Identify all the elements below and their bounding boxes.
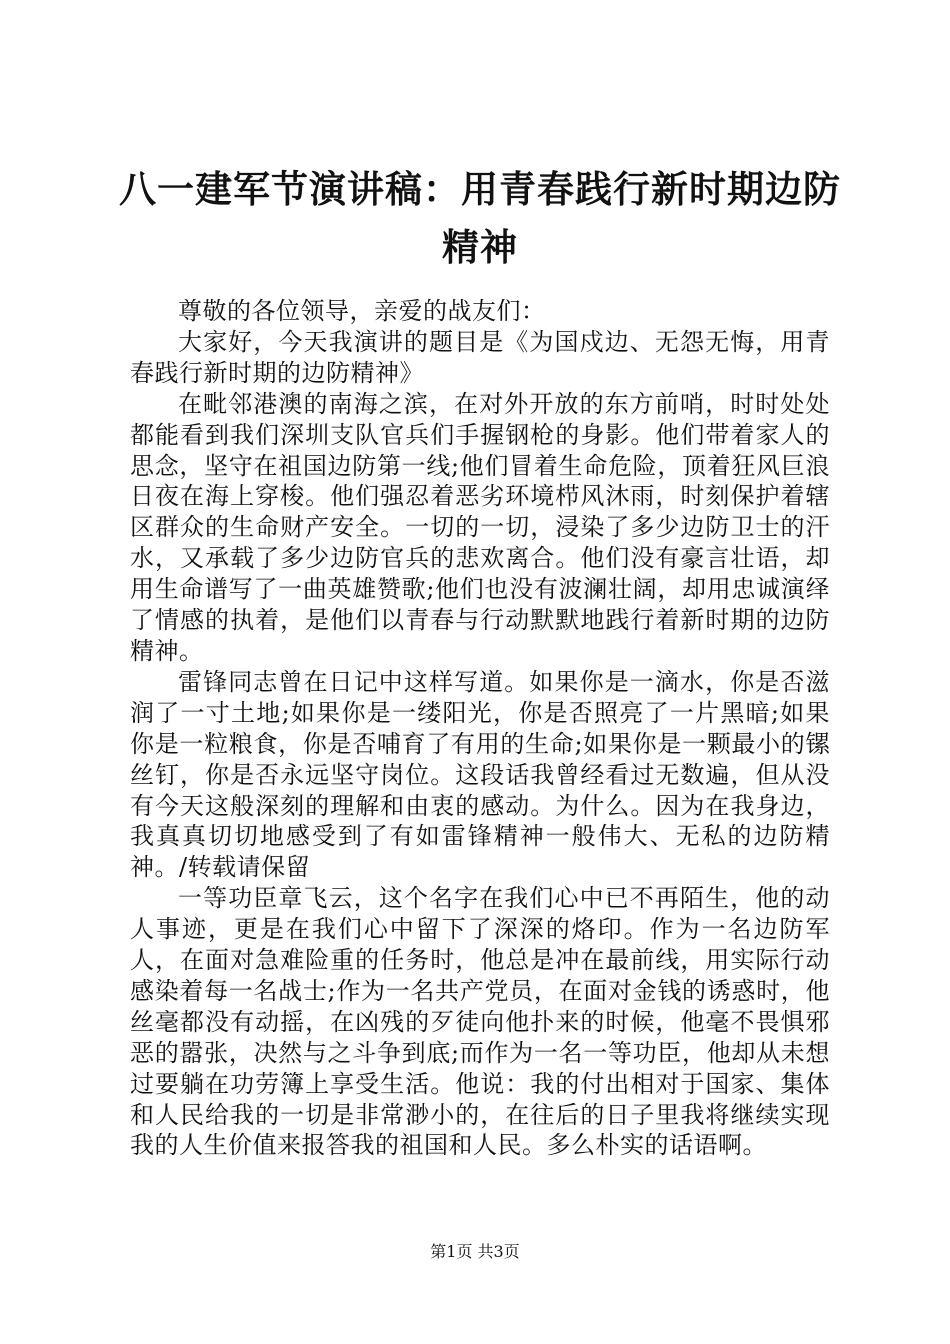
paragraph-frontier-guards: 在毗邻港澳的南海之滨，在对外开放的东方前哨，时时处处都能看到我们深圳支队官兵们手握钢枪的身影。他们带着家人的思念，坚守在祖国边防第一线;他们冒着生命危险，顶着狂风巨浪日夜在海上穿梭。他们强忍着恶劣环境栉风沐雨，时刻保护着辖区群众的生命财产安全。一切的一切，浸染了多少边防卫士的汗水，又承载了多少边防官兵的悲欢离合。他们没有豪言壮语，却用生命谱写了一曲英雄赞歌;他们也没有波澜壮阔，却用忠诚演绎了情感的执着，是他们以青春与行动默默地践行着新时期的边防精神。 (130, 389, 830, 665)
document-body (130, 296, 830, 1161)
paragraph-lei-feng: 雷锋同志曾在日记中这样写道。如果你是一滴水，你是否滋润了一寸土地;如果你是一缕阳光，你是否照亮了一片黑暗;如果你是一粒粮食，你是否哺育了有用的生命;如果你是一颗最小的镙丝钉，你是否永远坚守岗位。这段话我曾经看过无数遍，但从没有今天这般深刻的理解和由衷的感动。为什么。因为在我身边，我真真切切地感受到了有如雷锋精神一般伟大、无私的边防精神。/转载请保留 (130, 667, 830, 882)
page-number-footer: 第1页 共3页 (430, 1242, 520, 1261)
paragraph-greeting: 大家好，今天我演讲的题目是《为国戍边、无怨无悔，用青春践行新时期的边防精神》 (130, 327, 830, 387)
document-title: 八一建军节演讲稿：用青春践行新时期边防精神 (119, 167, 841, 269)
paragraph-hero-story: 一等功臣章飞云，这个名字在我们心中已不再陌生，他的动人事迹，更是在我们心中留下了深深的烙印。作为一名边防军人，在面对急难险重的任务时，他总是冲在最前线，用实际行动感染着每一名战士;作为一名共产党员，在面对金钱的诱惑时，他丝毫都没有动摇，在凶残的歹徒向他扑来的时候，他毫不畏惧邪恶的嚣张，决然与之斗争到底;而作为一名一等功臣，他却从未想过要躺在功劳簿上享受生活。他说：我的付出相对于国家、集体和人民给我的一切是非常渺小的，在往后的日子里我将继续实现我的人生价值来报答我的祖国和人民。多么朴实的话语啊。 (130, 884, 830, 1160)
paragraph-salutation: 尊敬的各位领导，亲爱的战友们： (178, 297, 546, 325)
